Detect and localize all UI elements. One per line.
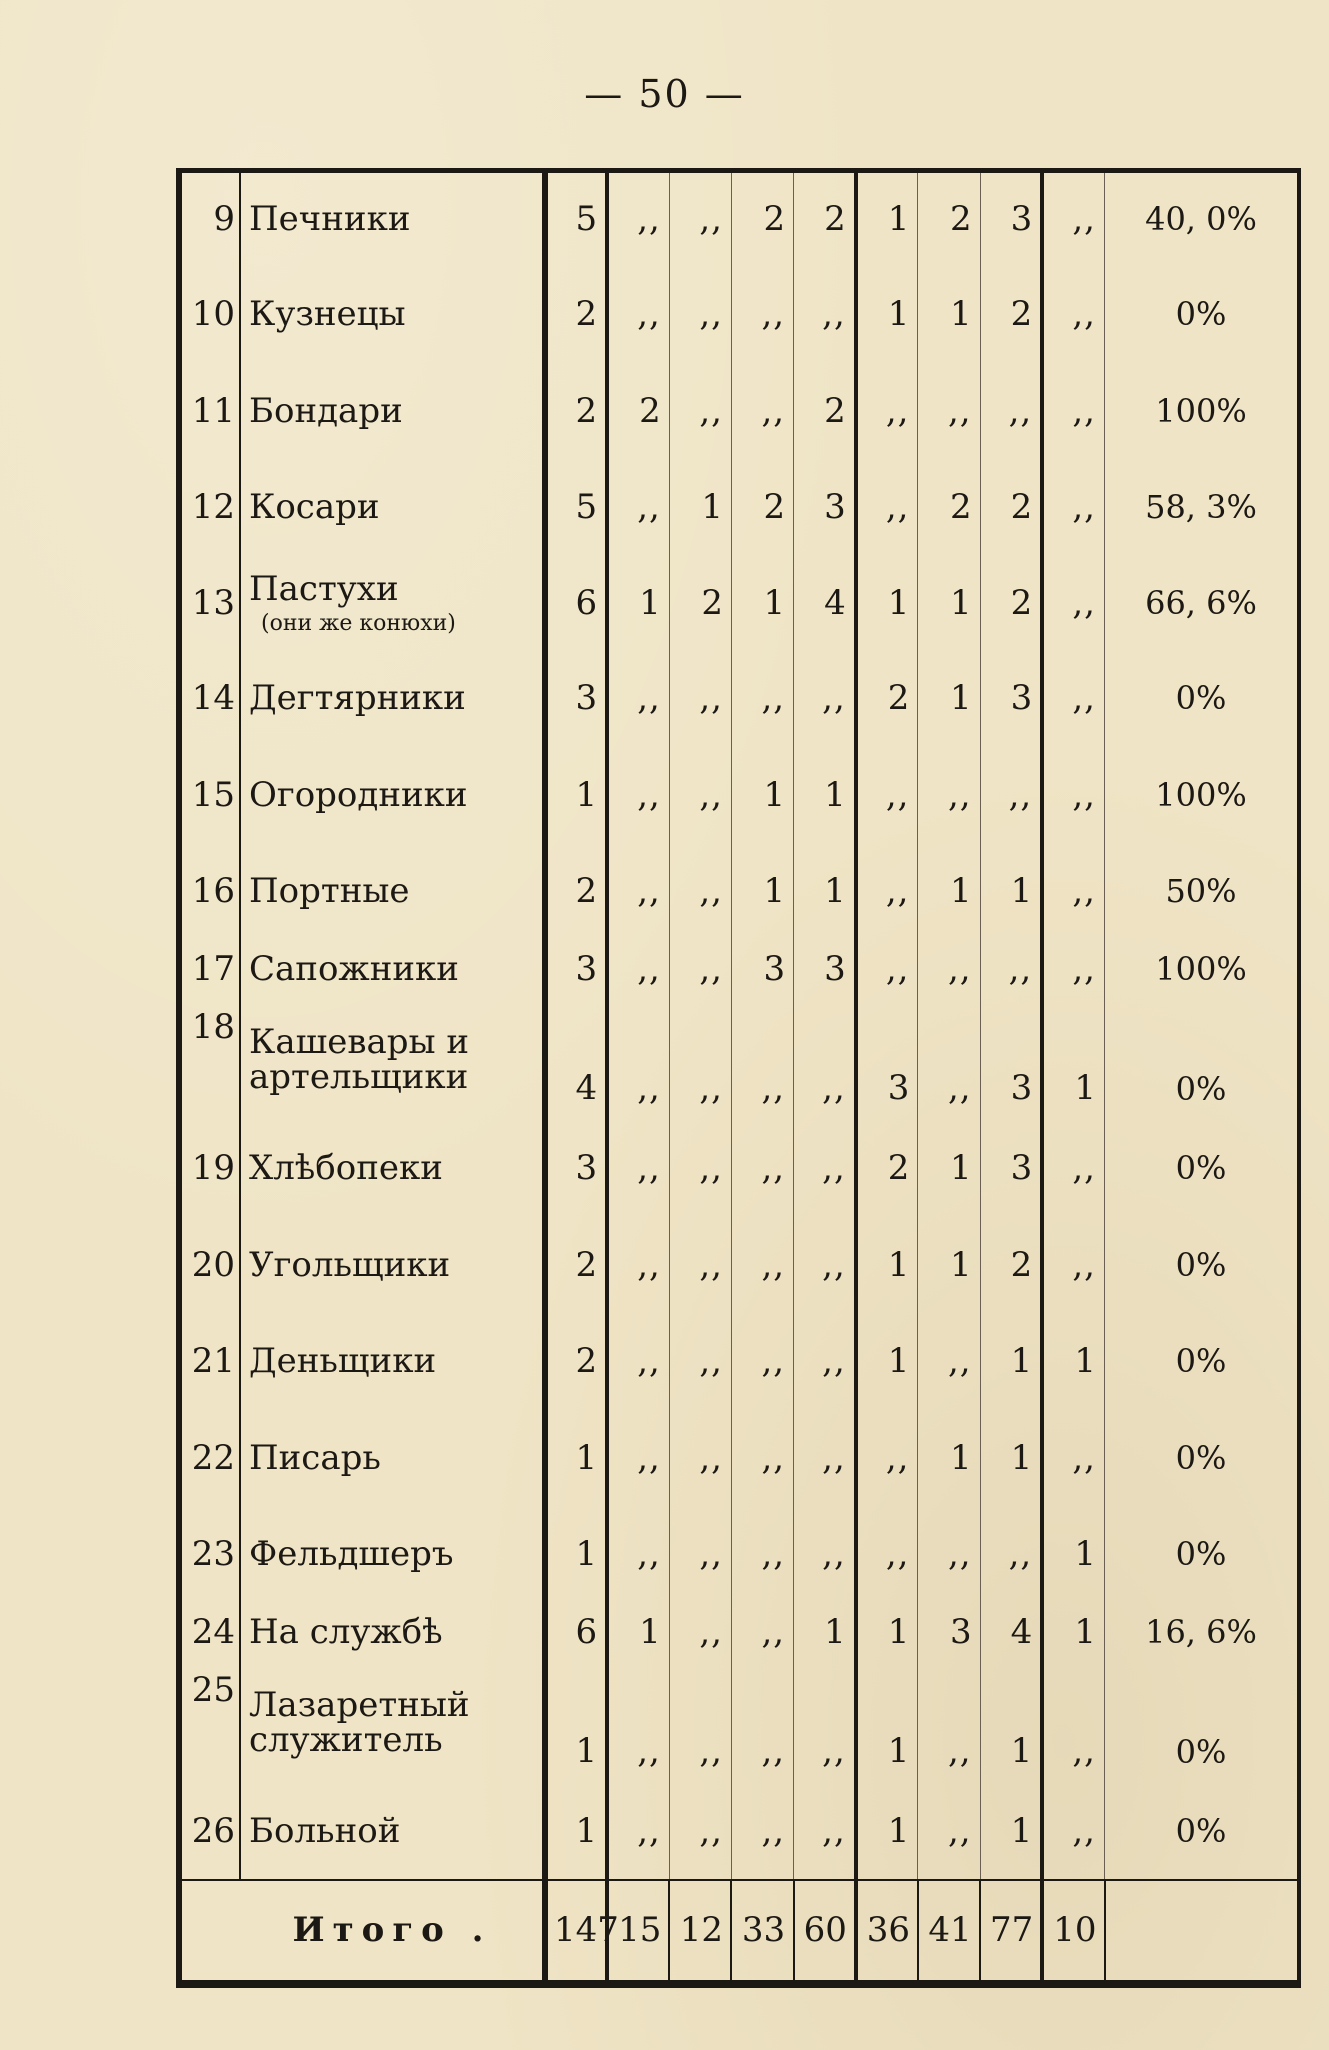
count-cell: 1	[607, 1603, 669, 1663]
row-number: 11	[179, 363, 240, 459]
total-percentage-empty	[1105, 1880, 1300, 1984]
table-row	[179, 460, 1299, 556]
percentage-cell: 58, 3%	[1145, 488, 1257, 527]
count-cell: ,,	[607, 267, 669, 363]
count-cell: 3	[980, 1121, 1042, 1217]
total-label: Итого .	[240, 1880, 545, 1984]
count-cell: 2	[980, 1217, 1042, 1313]
count-cell: ,,	[794, 267, 856, 363]
count-cell: ,,	[1042, 940, 1104, 1000]
count-cell: ,,	[731, 1410, 793, 1506]
percentage-cell: 66, 6%	[1145, 583, 1257, 622]
table-row	[179, 747, 1299, 843]
table-row	[179, 1314, 1299, 1410]
count-cell: 1	[545, 1410, 607, 1506]
count-cell: 2	[918, 460, 980, 556]
count-cell: ,,	[856, 1507, 918, 1603]
table-row	[179, 1507, 1299, 1603]
count-cell: 1	[856, 1663, 918, 1784]
count-cell: ,,	[607, 1000, 669, 1121]
count-cell: 1	[856, 1314, 918, 1410]
row-number: 19	[179, 1121, 240, 1217]
count-cell: 1	[980, 844, 1042, 940]
count-cell: ,,	[607, 1784, 669, 1880]
count-cell: 1	[1042, 1314, 1104, 1410]
count-cell: ,,	[918, 363, 980, 459]
count-cell: ,,	[607, 1121, 669, 1217]
count-cell: 1	[980, 1410, 1042, 1506]
occupation-name: Деньщики	[249, 1341, 437, 1382]
count-cell: 1	[980, 1784, 1042, 1880]
count-cell: ,,	[794, 1410, 856, 1506]
count-cell: ,,	[1042, 171, 1104, 267]
count-cell: 3	[545, 940, 607, 1000]
count-cell: ,,	[1042, 267, 1104, 363]
count-cell: 4	[980, 1603, 1042, 1663]
percentage-cell: 16, 6%	[1145, 1613, 1257, 1652]
count-cell: 1	[918, 556, 980, 650]
percentage-cell: 40, 0%	[1145, 200, 1257, 239]
count-cell: ,,	[980, 1507, 1042, 1603]
count-cell: 2	[545, 1314, 607, 1410]
percentage-cell: 0%	[1175, 1733, 1227, 1772]
total-cell: 77	[980, 1880, 1042, 1984]
count-cell: 1	[918, 267, 980, 363]
statistics-table-container	[176, 168, 1301, 1988]
count-cell: ,,	[607, 651, 669, 747]
count-cell: 2	[980, 460, 1042, 556]
page-number: — 50 —	[584, 72, 745, 116]
count-cell: ,,	[856, 460, 918, 556]
row-number: 16	[179, 844, 240, 940]
occupation-cell	[240, 1121, 545, 1217]
count-cell: 1	[1042, 1603, 1104, 1663]
count-cell: ,,	[669, 1410, 731, 1506]
percentage-cell: 100%	[1155, 775, 1247, 814]
percentage-cell: 0%	[1175, 1438, 1227, 1477]
count-cell: 2	[545, 844, 607, 940]
count-cell: 2	[856, 1121, 918, 1217]
count-cell: ,,	[731, 1603, 793, 1663]
count-cell: ,,	[794, 1663, 856, 1784]
count-cell: 2	[545, 267, 607, 363]
count-cell: 1	[1042, 1000, 1104, 1121]
count-cell: ,,	[731, 1314, 793, 1410]
occupation-cell	[240, 1217, 545, 1313]
row-number: 24	[179, 1603, 240, 1663]
count-cell: ,,	[918, 1784, 980, 1880]
statistics-table	[176, 168, 1301, 1988]
count-cell: ,,	[856, 844, 918, 940]
percentage-cell: 0%	[1175, 1070, 1227, 1109]
count-cell: ,,	[731, 651, 793, 747]
count-cell: ,,	[669, 940, 731, 1000]
row-number: 13	[179, 556, 240, 650]
count-cell: ,,	[731, 363, 793, 459]
count-cell: ,,	[731, 1217, 793, 1313]
count-cell: 3	[918, 1603, 980, 1663]
count-cell: ,,	[607, 747, 669, 843]
count-cell: ,,	[1042, 363, 1104, 459]
count-cell: ,,	[918, 1507, 980, 1603]
count-cell: ,,	[669, 1507, 731, 1603]
percentage-cell: 0%	[1175, 295, 1227, 334]
count-cell: ,,	[669, 844, 731, 940]
count-cell: 5	[545, 460, 607, 556]
count-cell: ,,	[1042, 556, 1104, 650]
occupation-name: Фельдшеръ	[249, 1534, 454, 1575]
count-cell: ,,	[856, 363, 918, 459]
table-row	[179, 1121, 1299, 1217]
count-cell: ,,	[731, 1507, 793, 1603]
count-cell: 3	[545, 1121, 607, 1217]
count-cell: 3	[980, 171, 1042, 267]
count-cell: ,,	[794, 651, 856, 747]
count-cell: ,,	[794, 1784, 856, 1880]
occupation-name: Бондари	[249, 390, 403, 431]
count-cell: 1	[794, 844, 856, 940]
count-cell: ,,	[1042, 651, 1104, 747]
count-cell: ,,	[794, 1121, 856, 1217]
count-cell: ,,	[607, 1217, 669, 1313]
occupation-cell	[240, 1784, 545, 1880]
count-cell: ,,	[669, 171, 731, 267]
count-cell: 1	[607, 556, 669, 650]
count-cell: 2	[794, 363, 856, 459]
total-cell: 60	[794, 1880, 856, 1984]
count-cell: ,,	[731, 1784, 793, 1880]
count-cell: 1	[980, 1663, 1042, 1784]
count-cell: 1	[856, 1784, 918, 1880]
row-number: 21	[179, 1314, 240, 1410]
occupation-note: (они же конюхи)	[261, 610, 456, 636]
count-cell: ,,	[607, 1663, 669, 1784]
table-row	[179, 1000, 1299, 1121]
count-cell: ,,	[918, 940, 980, 1000]
row-number: 17	[179, 940, 240, 1000]
occupation-cell	[240, 556, 545, 650]
row-number: 22	[179, 1410, 240, 1506]
occupation-name: Огородники	[249, 774, 468, 815]
count-cell: 1	[918, 844, 980, 940]
row-number: 12	[179, 460, 240, 556]
count-cell: 2	[918, 171, 980, 267]
occupation-cell	[240, 940, 545, 1000]
row-number: 20	[179, 1217, 240, 1313]
count-cell: 1	[918, 1410, 980, 1506]
count-cell: ,,	[607, 844, 669, 940]
occupation-name: Писарь	[249, 1437, 381, 1478]
total-cell: 12	[669, 1880, 731, 1984]
count-cell: 1	[918, 651, 980, 747]
percentage-cell: 50%	[1165, 872, 1237, 911]
row-number: 15	[179, 747, 240, 843]
count-cell: ,,	[669, 1663, 731, 1784]
count-cell: 3	[980, 651, 1042, 747]
count-cell: ,,	[856, 747, 918, 843]
count-cell: ,,	[1042, 747, 1104, 843]
occupation-cell	[240, 363, 545, 459]
occupation-name: Хлѣбопеки	[249, 1148, 443, 1189]
total-cell: 147	[545, 1880, 607, 1984]
total-label-text: Итого	[292, 1909, 452, 1950]
count-cell: ,,	[980, 363, 1042, 459]
occupation-name: Печники	[249, 199, 411, 240]
count-cell: 1	[545, 1663, 607, 1784]
table-row	[179, 651, 1299, 747]
occupation-name: Лазаретный служитель	[249, 1684, 470, 1761]
percentage-cell: 100%	[1155, 950, 1247, 989]
count-cell: ,,	[1042, 844, 1104, 940]
count-cell: 1	[856, 1217, 918, 1313]
count-cell: 2	[731, 171, 793, 267]
count-cell: ,,	[1042, 1410, 1104, 1506]
count-cell: 2	[856, 651, 918, 747]
occupation-name: Портные	[249, 871, 410, 912]
count-cell: 4	[794, 556, 856, 650]
occupation-name: Сапожники	[249, 949, 459, 990]
count-cell: 2	[607, 363, 669, 459]
count-cell: 1	[1042, 1507, 1104, 1603]
count-cell: ,,	[918, 747, 980, 843]
table-row	[179, 940, 1299, 1000]
occupation-name: Пастухи	[249, 569, 399, 610]
count-cell: 1	[545, 747, 607, 843]
count-cell: 1	[731, 844, 793, 940]
count-cell: 6	[545, 1603, 607, 1663]
percentage-cell: 0%	[1175, 679, 1227, 718]
count-cell: 1	[545, 1784, 607, 1880]
count-cell: 1	[980, 1314, 1042, 1410]
total-row-spacer	[179, 1880, 240, 1984]
count-cell: 1	[794, 747, 856, 843]
count-cell: 2	[545, 1217, 607, 1313]
count-cell: ,,	[607, 1507, 669, 1603]
count-cell: ,,	[731, 1000, 793, 1121]
occupation-cell	[240, 1410, 545, 1506]
count-cell: ,,	[607, 171, 669, 267]
occupation-name: Угольщики	[249, 1244, 451, 1285]
count-cell: ,,	[607, 1314, 669, 1410]
row-number: 14	[179, 651, 240, 747]
table-body	[179, 171, 1299, 1985]
count-cell: ,,	[669, 1314, 731, 1410]
percentage-cell: 0%	[1175, 1342, 1227, 1381]
occupation-cell	[240, 1000, 545, 1121]
occupation-cell	[240, 1663, 545, 1784]
count-cell: 1	[731, 556, 793, 650]
total-cell: 15	[607, 1880, 669, 1984]
table-row	[179, 1603, 1299, 1663]
count-cell: 1	[856, 171, 918, 267]
count-cell: ,,	[669, 1217, 731, 1313]
percentage-cell: 0%	[1175, 1811, 1227, 1850]
count-cell: ,,	[731, 267, 793, 363]
table-row	[179, 363, 1299, 459]
count-cell: ,,	[669, 1784, 731, 1880]
row-number: 23	[179, 1507, 240, 1603]
total-cell: 10	[1042, 1880, 1104, 1984]
occupation-name: Косари	[249, 487, 380, 528]
count-cell: ,,	[980, 940, 1042, 1000]
occupation-cell	[240, 1603, 545, 1663]
count-cell: ,,	[918, 1314, 980, 1410]
count-cell: 1	[794, 1603, 856, 1663]
occupation-cell	[240, 651, 545, 747]
occupation-cell	[240, 171, 545, 267]
row-number: 10	[179, 267, 240, 363]
total-cell: 41	[918, 1880, 980, 1984]
occupation-cell	[240, 1507, 545, 1603]
occupation-cell	[240, 1314, 545, 1410]
table-row	[179, 556, 1299, 650]
count-cell: ,,	[794, 1507, 856, 1603]
count-cell: ,,	[669, 747, 731, 843]
count-cell: 3	[980, 1000, 1042, 1121]
count-cell: ,,	[669, 651, 731, 747]
count-cell: 3	[856, 1000, 918, 1121]
table-row	[179, 1217, 1299, 1313]
count-cell: 1	[918, 1121, 980, 1217]
count-cell: ,,	[669, 363, 731, 459]
count-cell: ,,	[794, 1000, 856, 1121]
count-cell: ,,	[607, 460, 669, 556]
count-cell: ,,	[607, 940, 669, 1000]
count-cell: ,,	[669, 267, 731, 363]
occupation-cell	[240, 844, 545, 940]
count-cell: ,,	[856, 940, 918, 1000]
count-cell: ,,	[731, 1121, 793, 1217]
count-cell: 5	[545, 171, 607, 267]
occupation-name: Кузнецы	[249, 294, 406, 335]
occupation-cell	[240, 460, 545, 556]
count-cell: ,,	[731, 1663, 793, 1784]
percentage-cell: 0%	[1175, 1149, 1227, 1188]
count-cell: ,,	[1042, 1217, 1104, 1313]
percentage-cell: 100%	[1155, 391, 1247, 430]
table-row	[179, 267, 1299, 363]
count-cell: 2	[980, 556, 1042, 650]
count-cell: 1	[669, 460, 731, 556]
total-row	[179, 1880, 1299, 1984]
count-cell: 1	[856, 267, 918, 363]
row-number: 26	[179, 1784, 240, 1880]
count-cell: 4	[545, 1000, 607, 1121]
count-cell: 3	[794, 940, 856, 1000]
occupation-name: На службѣ	[249, 1612, 443, 1653]
count-cell: ,,	[1042, 1784, 1104, 1880]
occupation-name: Дегтярники	[249, 678, 466, 719]
count-cell: 2	[731, 460, 793, 556]
count-cell: ,,	[918, 1663, 980, 1784]
table-row	[179, 1663, 1299, 1784]
count-cell: 1	[856, 1603, 918, 1663]
count-cell: 1	[731, 747, 793, 843]
count-cell: ,,	[794, 1217, 856, 1313]
count-cell: 2	[669, 556, 731, 650]
count-cell: 3	[731, 940, 793, 1000]
total-cell: 33	[731, 1880, 793, 1984]
count-cell: ,,	[918, 1000, 980, 1121]
count-cell: 2	[545, 363, 607, 459]
count-cell: ,,	[669, 1603, 731, 1663]
count-cell: ,,	[669, 1121, 731, 1217]
count-cell: 1	[856, 556, 918, 650]
count-cell: 6	[545, 556, 607, 650]
table-row	[179, 1410, 1299, 1506]
count-cell: ,,	[1042, 1121, 1104, 1217]
count-cell: ,,	[607, 1410, 669, 1506]
occupation-cell	[240, 747, 545, 843]
count-cell: ,,	[1042, 1663, 1104, 1784]
count-cell: 3	[545, 651, 607, 747]
total-cell: 36	[856, 1880, 918, 1984]
occupation-cell	[240, 267, 545, 363]
row-number: 25	[179, 1663, 240, 1784]
count-cell: 3	[794, 460, 856, 556]
table-row	[179, 1784, 1299, 1880]
occupation-name: Кашевары и артельщики	[249, 1021, 470, 1098]
count-cell: 2	[794, 171, 856, 267]
count-cell: ,,	[980, 747, 1042, 843]
count-cell: ,,	[794, 1314, 856, 1410]
table-row	[179, 844, 1299, 940]
occupation-name: Больной	[249, 1810, 401, 1851]
count-cell: 1	[545, 1507, 607, 1603]
percentage-cell: 0%	[1175, 1535, 1227, 1574]
table-row	[179, 171, 1299, 267]
count-cell: 1	[918, 1217, 980, 1313]
row-number: 9	[179, 171, 240, 267]
count-cell: ,,	[669, 1000, 731, 1121]
count-cell: ,,	[856, 1410, 918, 1506]
percentage-cell: 0%	[1175, 1245, 1227, 1284]
row-number: 18	[179, 1000, 240, 1121]
count-cell: 2	[980, 267, 1042, 363]
count-cell: ,,	[1042, 460, 1104, 556]
